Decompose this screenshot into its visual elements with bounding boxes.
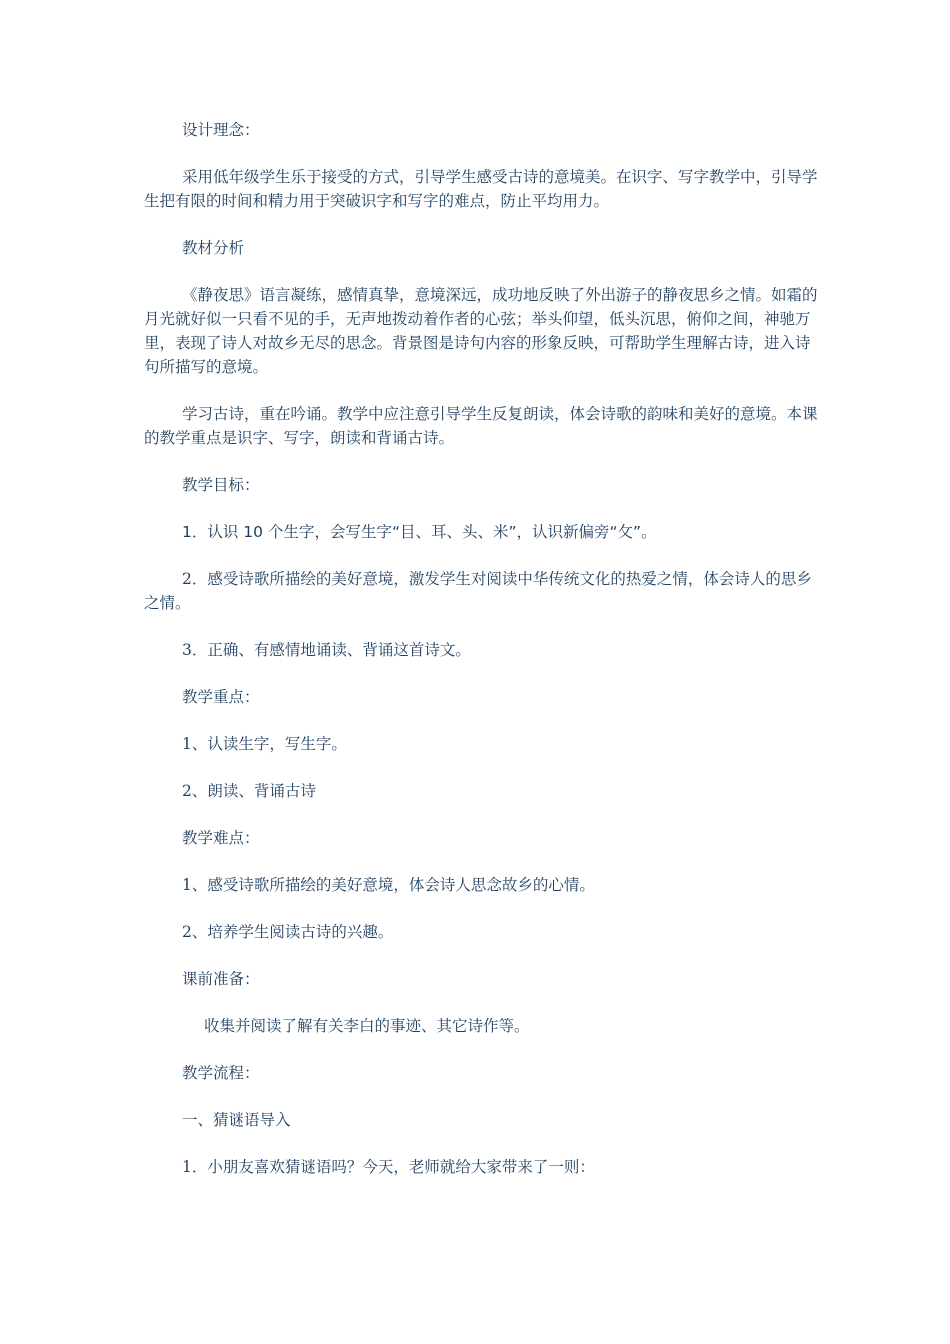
paragraph-study-focus: 学习古诗，重在吟诵。教学中应注意引导学生反复朗读，体会诗歌的韵味和美好的意境。本课的教学重点是识字、写字，朗读和背诵古诗。 — [144, 405, 818, 447]
heading-teaching-key-points: 教学重点： — [182, 688, 260, 706]
paragraph-material-analysis: 《静夜思》语言凝练，感情真挚，意境深远，成功地反映了外出游子的静夜思乡之情。如霜的月光就好似一只看不见的手，无声地拨动着作者的心弦；举头仰望，低头沉思，俯仰之间，神驰万里，表现了诗人对故乡无尽的思念。背景图是诗句内容的形象反映，可帮助学生理解古诗，进入诗句所描写的意境。 — [144, 286, 818, 376]
heading-teaching-goals: 教学目标： — [182, 476, 260, 494]
heading-design-concept: 设计理念： — [182, 121, 260, 139]
riddle-step-1: 1．小朋友喜欢猜谜语吗？今天，老师就给大家带来了一则： — [182, 1158, 595, 1176]
goal-item-2: 2．感受诗歌所描绘的美好意境，激发学生对阅读中华传统文化的热爱之情，体会诗人的思乡之情。 — [144, 570, 812, 612]
goal-item-3: 3．正确、有感情地诵读、背诵这首诗文。 — [182, 641, 471, 659]
paragraph-design-concept: 采用低年级学生乐于接受的方式，引导学生感受古诗的意境美。在识字、写字教学中，引导学生把有限的时间和精力用于突破识字和写字的难点，防止平均用力。 — [144, 168, 818, 210]
document-page — [144, 118, 820, 1202]
heading-preparation: 课前准备： — [182, 970, 260, 988]
difficulty-item-2: 2、培养学生阅读古诗的兴趣。 — [182, 923, 394, 941]
paragraph-preparation: 收集并阅读了解有关李白的事迹、其它诗作等。 — [204, 1017, 530, 1035]
section-riddle-intro: 一、猜谜语导入 — [182, 1111, 291, 1129]
heading-teaching-flow: 教学流程： — [182, 1064, 260, 1082]
difficulty-item-1: 1、感受诗歌所描绘的美好意境，体会诗人思念故乡的心情。 — [182, 876, 595, 894]
goal-item-1: 1．认识 10 个生字，会写生字“目、耳、头、米”，认识新偏旁“攵”。 — [182, 523, 657, 541]
heading-teaching-difficulties: 教学难点： — [182, 829, 260, 847]
heading-material-analysis: 教材分析 — [182, 239, 245, 257]
key-point-item-2: 2、朗读、背诵古诗 — [182, 782, 316, 800]
key-point-item-1: 1、认读生字，写生字。 — [182, 735, 347, 753]
